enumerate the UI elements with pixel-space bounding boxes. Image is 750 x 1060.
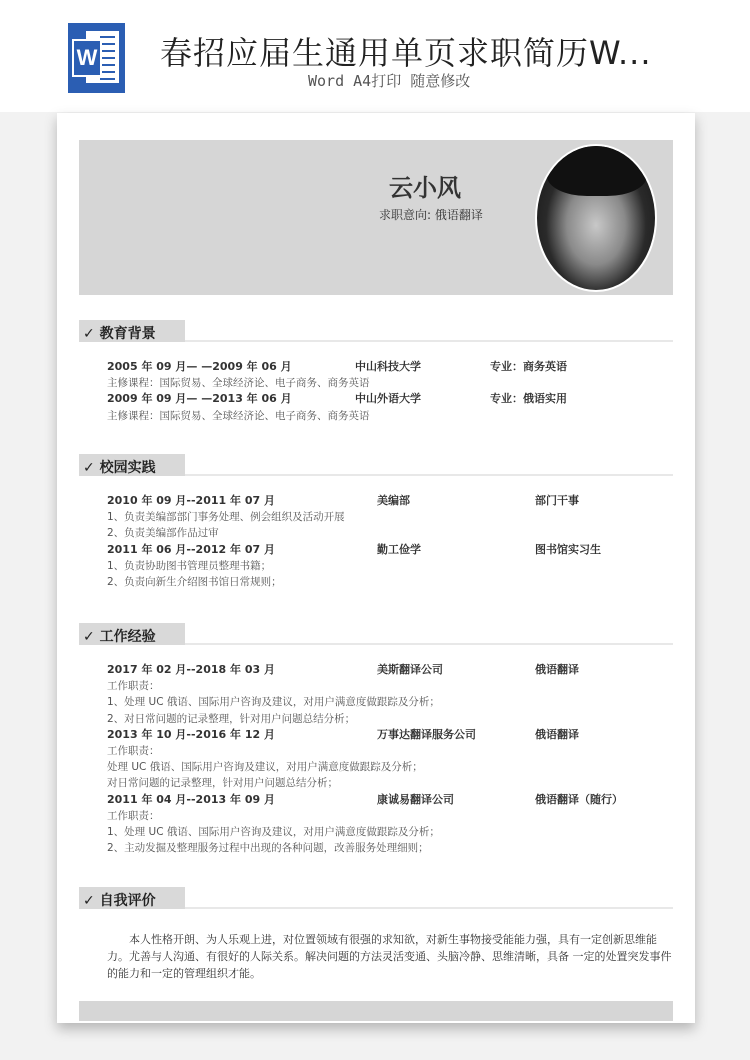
entry-detail [107,711,667,727]
entry-header [107,542,667,558]
entry-role: 专业：商务英语 [490,360,567,373]
entry-header [107,359,667,375]
entry-date: 2010 年 09 月--2011 年 07 月 [107,494,275,507]
section-divider [185,340,673,342]
entry-detail [107,375,667,391]
entry-date: 2009 年 09 月— —2013 年 06 月 [107,392,292,406]
entry-text: 主修课程：国际贸易、全球经济论、电子商务、商务英语 [107,409,370,422]
entry-organization: 中山科技大学 [355,360,421,373]
entry-organization: 美编部 [377,494,410,507]
entry-date: 2011 年 04 月--2013 年 09 月 [107,792,275,806]
entry-text: 主修课程：国际贸易、全球经济论、电子商务、商务英语 [107,377,370,390]
entry-header [107,792,667,808]
entry-detail [107,408,667,424]
section-divider [185,643,673,645]
entry-organization: 勤工俭学 [377,542,421,556]
entry-detail [107,775,667,791]
resume-header [79,140,673,295]
resume-page [57,113,695,1023]
entry-text: 2、负责向新生介绍图书馆日常规则； [107,575,282,588]
entry-detail [107,509,667,525]
self-evaluation-text: 本人性格开朗、为人乐观上进，对位置领域有很强的求知欲，对新生事物接受能能力强，具有一定创新思维能力。尤善与人沟通、有很好的人际关系。解决问题的方法灵活变通、头脑冷静、思维清晰，具备 一定的处置突发事件的能力和一定的管理组织才能。 [107,933,672,980]
entry-detail [107,759,667,775]
banner-title: 春招应届生通用单页求职简历W... [160,34,652,72]
candidate-name: 云小风 [389,174,461,202]
entry-detail [107,525,667,541]
section-title: ✓ 校园实践 [79,454,185,476]
section-title: ✓ 工作经验 [79,623,185,645]
banner [0,0,750,112]
word-icon-letter: W [72,39,102,77]
entry-detail [107,743,667,759]
entry-date: 2017 年 02 月--2018 年 03 月 [107,663,275,676]
entry-organization: 康诚易翻译公司 [377,792,454,806]
section-rows [107,359,667,424]
entry-role: 俄语翻译 [535,727,579,741]
profile-photo [535,144,657,292]
section-title: ✓ 自我评价 [79,887,185,909]
footer-bar [79,1001,673,1021]
entry-date: 2011 年 06 月--2012 年 07 月 [107,542,275,556]
entry-text: 2、主动发掘及整理服务过程中出现的各种问题，改善服务处理细则； [107,842,429,855]
entry-text: 2、负责美编部作品过审 [107,527,219,540]
entry-text: 1、处理 UC 俄语、国际用户咨询及建议，对用户满意度做跟踪及分析； [107,696,440,709]
section-rows [107,662,667,856]
entry-date: 2013 年 10 月--2016 年 12 月 [107,727,275,741]
entry-text: 1、负责协助图书管理员整理书籍； [107,559,272,572]
entry-header [107,391,667,407]
section-title: ✓ 教育背景 [79,320,185,342]
entry-text: 1、处理 UC 俄语、国际用户咨询及建议，对用户满意度做跟踪及分析； [107,825,440,838]
entry-header [107,662,667,678]
entry-text: 1、负责美编部部门事务处理、例会组织及活动开展 [107,511,345,524]
entry-text: 2、对日常问题的记录整理，针对用户问题总结分析； [107,712,356,725]
entry-header [107,727,667,743]
entry-detail [107,574,667,590]
entry-text: 工作职责： [107,680,160,693]
section-divider [185,474,673,476]
entry-detail [107,558,667,574]
entry-organization: 美斯翻译公司 [377,663,443,676]
entry-detail [107,694,667,710]
entry-header [107,493,667,509]
section-divider [185,907,673,909]
entry-text: 处理 UC 俄语、国际用户咨询及建议，对用户满意度做跟踪及分析； [107,761,423,774]
entry-role: 俄语翻译（随行） [535,792,623,806]
entry-organization: 万事达翻译服务公司 [377,727,476,741]
entry-organization: 中山外语大学 [355,392,421,406]
word-icon [68,23,125,93]
entry-date: 2005 年 09 月— —2009 年 06 月 [107,360,292,373]
entry-detail [107,824,667,840]
entry-detail [107,808,667,824]
banner-subtitle: Word A4打印 随意修改 [308,72,471,90]
entry-text: 工作职责： [107,744,160,757]
entry-detail [107,840,667,856]
section-rows [107,493,667,590]
entry-role: 俄语翻译 [535,663,579,676]
entry-text: 对日常问题的记录整理，针对用户问题总结分析； [107,777,338,790]
entry-role: 图书馆实习生 [535,542,601,556]
entry-text: 工作职责： [107,809,160,822]
entry-detail [107,678,667,694]
entry-role: 专业：俄语实用 [490,392,567,406]
job-intent: 求职意向: 俄语翻译 [379,208,483,222]
entry-role: 部门干事 [535,494,579,507]
